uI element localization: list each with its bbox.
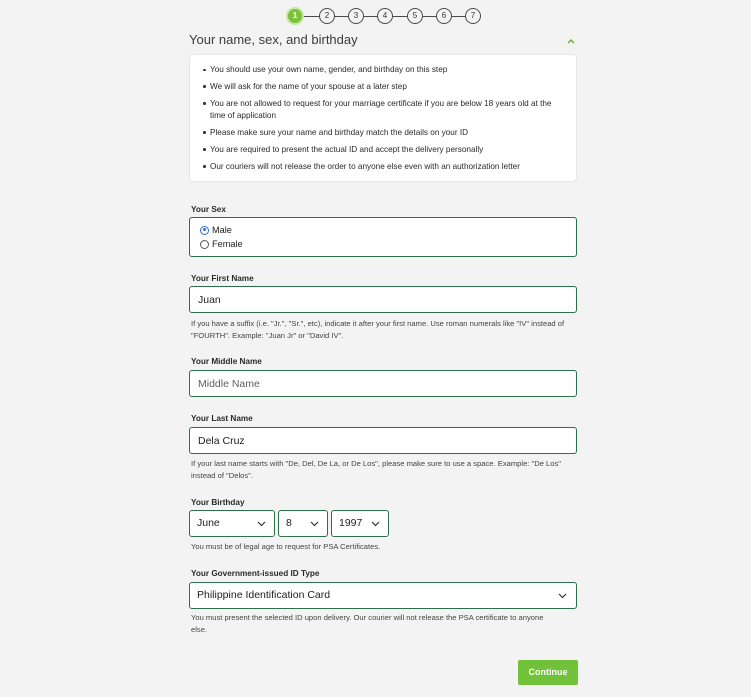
chevron-down-icon (310, 521, 319, 527)
step-2: 2 (319, 8, 335, 24)
middle-name-label: Your Middle Name (191, 357, 262, 366)
sex-option-female[interactable] (200, 238, 243, 250)
instruction-item: Our couriers will not release the order to anyone else even with an authorization letter (204, 161, 566, 173)
instruction-item: We will ask for the name of your spouse at a later step (204, 81, 566, 93)
first-name-label: Your First Name (191, 274, 254, 283)
sex-radio-group (189, 217, 577, 257)
first-name-input[interactable] (198, 287, 576, 312)
last-name-help: If your last name starts with "De, Del, De La, or De Los", please make sure to use a space. Example: "De Los" instead of "Delos". (191, 459, 561, 480)
chevron-down-icon (371, 521, 380, 527)
id-type-select[interactable] (189, 582, 577, 609)
chevron-down-icon (558, 593, 567, 599)
first-name-field[interactable] (189, 286, 577, 313)
birthday-label: Your Birthday (191, 498, 245, 507)
instructions-panel (189, 54, 577, 182)
instruction-item: You should use your own name, gender, and birthday on this step (204, 64, 566, 76)
step-6: 6 (436, 8, 452, 24)
step-4: 4 (377, 8, 393, 24)
sex-option-male[interactable] (200, 224, 232, 236)
birth-day-value: 8 (286, 517, 292, 529)
step-7: 7 (465, 8, 481, 24)
instruction-item: You are not allowed to request for your marriage certificate if you are below 18 years old at the time of application (204, 98, 566, 121)
birth-day-select[interactable] (278, 510, 328, 537)
step-5: 5 (407, 8, 423, 24)
id-type-label: Your Government-issued ID Type (191, 569, 320, 578)
middle-name-input[interactable] (198, 371, 576, 396)
progress-stepper (285, 7, 481, 25)
birth-year-value: 1997 (339, 517, 363, 529)
id-type-value: Philippine Identification Card (197, 589, 331, 601)
sex-option-label: Female (212, 239, 243, 249)
middle-name-field[interactable] (189, 370, 577, 397)
last-name-label: Your Last Name (191, 414, 253, 423)
last-name-input[interactable] (198, 428, 576, 453)
id-type-help: You must present the selected ID upon delivery. Our courier will not release the PSA certificate to anyone else. (191, 613, 544, 634)
birth-year-select[interactable] (331, 510, 389, 537)
continue-button[interactable]: Continue (518, 660, 578, 685)
instruction-item: Please make sure your name and birthday match the details on your ID (204, 127, 566, 139)
radio-checked-icon[interactable] (200, 226, 209, 235)
chevron-up-icon[interactable] (566, 37, 576, 45)
last-name-field[interactable] (189, 427, 577, 454)
step-3: 3 (348, 8, 364, 24)
section-title: Your name, sex, and birthday (189, 32, 358, 47)
sex-option-label: Male (212, 225, 232, 235)
instructions-list (204, 64, 566, 178)
chevron-down-icon (257, 521, 266, 527)
radio-unchecked-icon[interactable] (200, 240, 209, 249)
birth-month-value: June (197, 517, 220, 529)
birthday-help: You must be of legal age to request for PSA Certificates. (191, 542, 381, 551)
first-name-help: If you have a suffix (i.e. "Jr.", "Sr.", etc), indicate it after your first name. Use roman numerals like "IV" instead of "FOURTH". Example: "Juan Jr" or "David IV". (191, 319, 565, 340)
instruction-item: You are required to present the actual ID and accept the delivery personally (204, 144, 566, 156)
sex-label: Your Sex (191, 205, 226, 214)
step-1: 1 (286, 7, 304, 25)
birth-month-select[interactable] (189, 510, 275, 537)
